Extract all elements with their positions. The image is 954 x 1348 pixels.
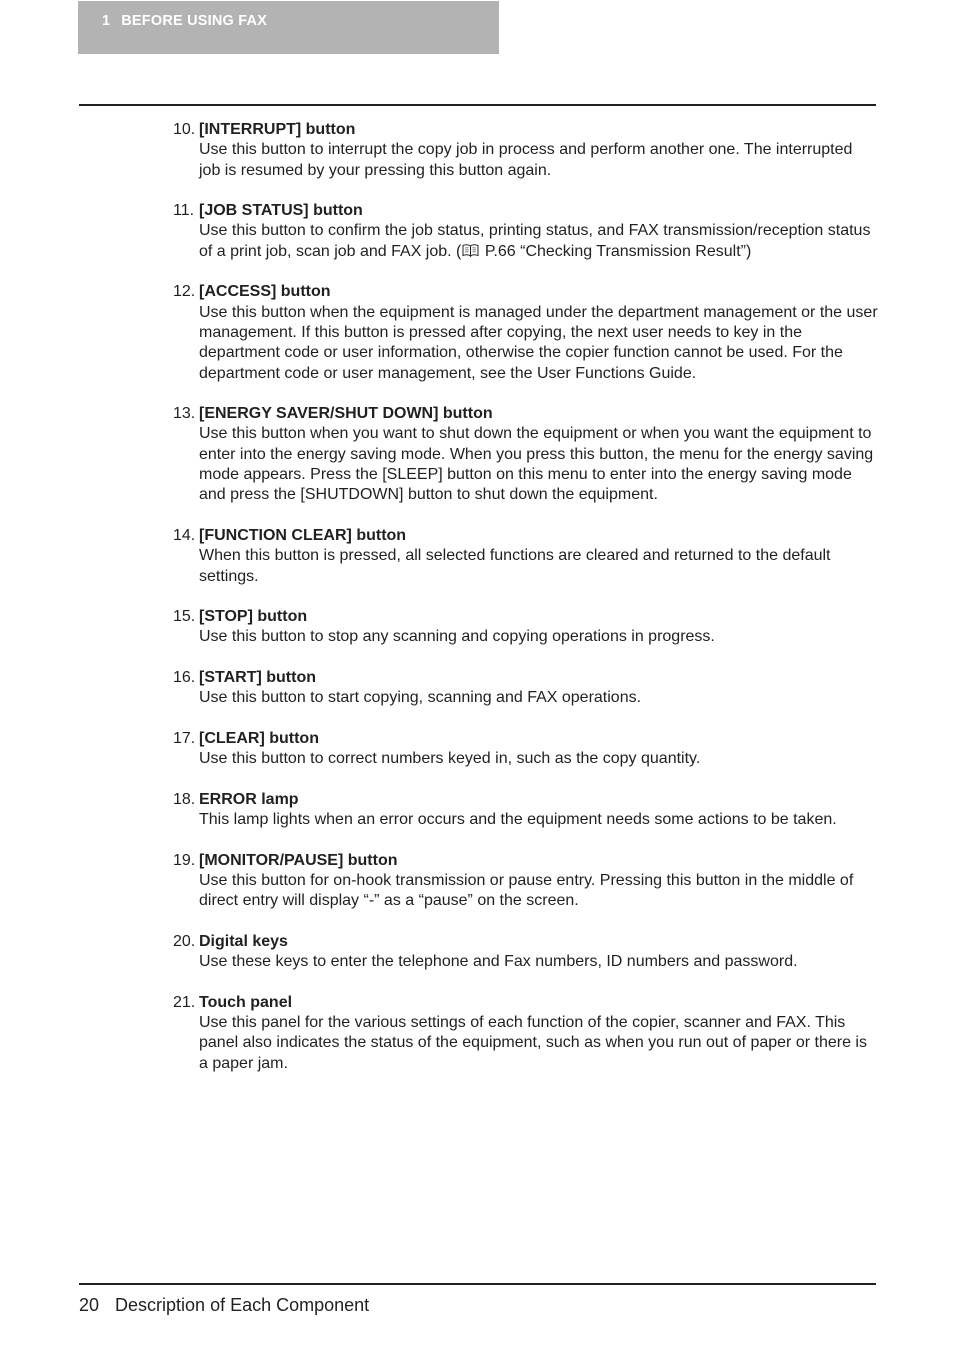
item-description: Use this button to start copying, scanning and FAX operations. (199, 689, 642, 707)
item-description-text: Use this button to confirm the job status, printing status, and FAX transmission/reception status of a print job, scan job and FAX job. ( (199, 222, 871, 260)
item-number: 21. (173, 993, 196, 1011)
item-description: Use this button to stop any scanning and copying operations in progress. (199, 628, 715, 646)
chapter-number: 1 (102, 13, 111, 29)
item-title: Digital keys (199, 932, 288, 950)
list-item (173, 729, 878, 770)
item-number: 16. (173, 669, 196, 687)
item-number: 10. (173, 121, 196, 138)
item-description: Use this button for on-hook transmission or pause entry. Pressing this button in the middle of direct entry will display “-” as a “pause” on the screen. (199, 871, 854, 910)
item-description: When this button is pressed, all selected functions are cleared and returned to the default settings. (199, 547, 831, 585)
item-title: ERROR lamp (199, 790, 299, 808)
list-item (173, 932, 878, 973)
footer-divider (79, 1283, 876, 1285)
list-item (173, 607, 878, 648)
item-number: 14. (173, 526, 196, 544)
item-number: 13. (173, 405, 196, 423)
page-reference-link[interactable]: P.66 “Checking Transmission Result”) (480, 242, 752, 260)
section-title: Description of Each Component (115, 1295, 370, 1315)
item-title: [ENERGY SAVER/SHUT DOWN] button (199, 405, 493, 423)
item-description: This lamp lights when an error occurs and the equipment needs some actions to be taken. (199, 811, 837, 829)
item-number: 11. (173, 202, 195, 220)
list-item (173, 526, 878, 587)
list-item (173, 282, 878, 383)
item-description: Use this button to interrupt the copy job in process and perform another one. The interrupted job is resumed by your pressing this button again. (199, 141, 853, 179)
item-number: 17. (173, 729, 196, 747)
page-footer (79, 1295, 369, 1316)
page-number: 20 (79, 1295, 100, 1315)
item-number: 20. (173, 932, 196, 950)
item-title: [STOP] button (199, 608, 308, 626)
item-description: Use this button to correct numbers keyed in, such as the copy quantity. (199, 750, 701, 768)
component-list (173, 120, 878, 1094)
item-description: Use this panel for the various settings of each function of the copier, scanner and FAX. This panel also indicates the status of the equipment, such as when you run out of paper or there is a paper jam. (199, 1014, 867, 1072)
item-title: [MONITOR/PAUSE] button (199, 851, 398, 869)
chapter-heading (102, 13, 267, 29)
item-number: 18. (173, 790, 196, 808)
list-item (173, 790, 878, 831)
book-icon (462, 244, 479, 257)
list-item (173, 993, 878, 1074)
list-item (173, 201, 878, 262)
list-item (173, 120, 878, 181)
list-item (173, 851, 878, 912)
item-number: 12. (173, 283, 196, 301)
item-number: 15. (173, 608, 196, 626)
item-description: Use this button when the equipment is managed under the department management or the user management. If this button is pressed after copying, the next user needs to key in the department code or user information, otherwise the copier function cannot be used. For the department code or user management, see the User Functions Guide. (199, 303, 878, 382)
item-description: Use this button when you want to shut down the equipment or when you want the equipment to enter into the energy saving mode. When you press this button, the menu for the energy saving mode appears. Press the [SLEEP] button on this menu to enter into the energy saving mode and press the [SHUTDOWN] button to shut down the equipment. (199, 425, 874, 504)
item-description: Use these keys to enter the telephone and Fax numbers, ID numbers and password. (199, 953, 798, 971)
item-number: 19. (173, 851, 196, 869)
header-divider (79, 104, 876, 106)
list-item (173, 404, 878, 505)
item-description (199, 221, 878, 262)
item-title: [INTERRUPT] button (199, 121, 356, 138)
list-item (173, 668, 878, 709)
item-title: [START] button (199, 669, 316, 687)
chapter-header-tab (78, 1, 499, 54)
item-title: [JOB STATUS] button (199, 202, 363, 220)
item-title: [CLEAR] button (199, 729, 319, 747)
item-title: [ACCESS] button (199, 283, 331, 301)
chapter-title: BEFORE USING FAX (121, 13, 268, 29)
item-title: [FUNCTION CLEAR] button (199, 526, 407, 544)
item-title: Touch panel (199, 993, 293, 1011)
